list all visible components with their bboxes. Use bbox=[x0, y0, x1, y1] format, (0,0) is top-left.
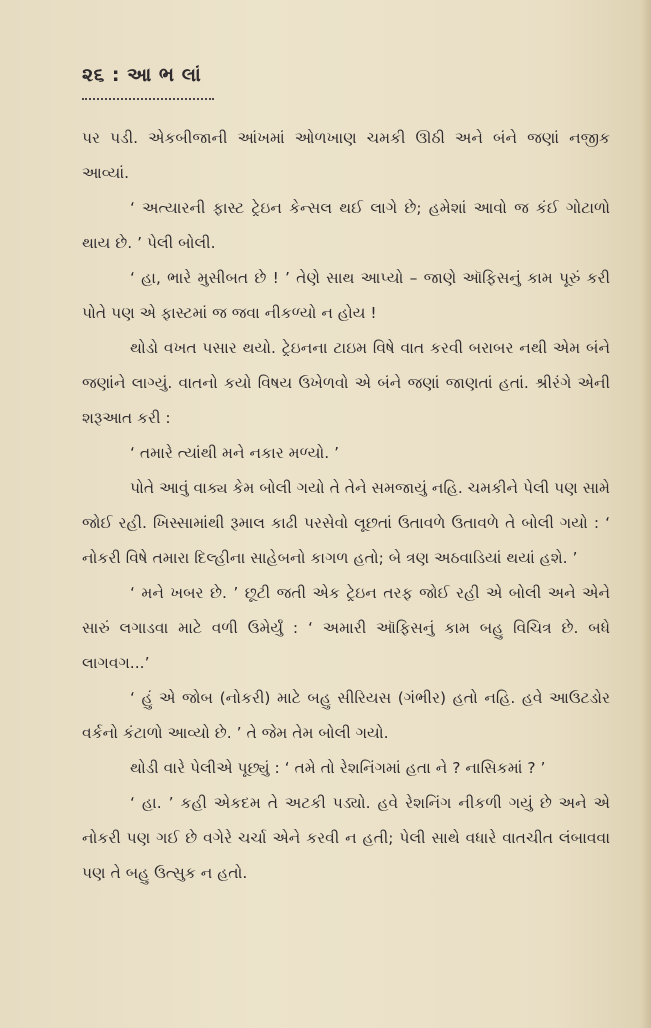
paragraph-9: થોડી વારે પેલીએ પૂછ્યું : ‘ તમે તો રેશનિંગમાં હતા ને ? નાસિકમાં ? ’ bbox=[130, 759, 546, 777]
header-ornament-rule bbox=[82, 94, 214, 100]
paragraph-3: ‘ હા, ભારે મુસીબત છે ! ’ તેણે સાથ આપ્યો – જાણે ઑફિસનું કામ પૂરું કરી પોતે પણ એ ફાસ્ટમાં જ જવા નીકળ્યો ન હોય ! bbox=[82, 269, 610, 322]
page-edge-shadow bbox=[641, 0, 651, 1028]
paragraph-1: પર પડી. એકબીજાની આંખમાં ઓળખાણ ચમકી ઊઠી અને બંને જણાં નજીક આવ્યાં. bbox=[82, 129, 610, 182]
paragraph-8: ‘ હું એ જોબ (નોકરી) માટે બહુ સીરિયસ (ગંભીર) હતો નહિ. હવે આઉટડોર વર્કનો કંટાળો આવ્યો છે. ’ તે જેમ તેમ બોલી ગયો. bbox=[82, 689, 610, 742]
paragraph-10: ‘ હા. ’ કહી એકદમ તે અટકી પડ્યો. હવે રેશનિંગ નીકળી ગયું છે અને એ નોકરી પણ ગઈ છે વગેરે ચર્ચા એને કરવી ન હતી; પેલી સાથે વધારે વાતચીત લંબાવવા પણ તે બહુ ઉત્સુક ન હતો. bbox=[82, 794, 610, 882]
paragraph-4: થોડો વખત પસાર થયો. ટ્રેઇનના ટાઇમ વિષે વાત કરવી બરાબર નથી એમ બંને જણાંને લાગ્યું. વાતનો કયો વિષય ઉખેળવો એ બંને જણાં જાણતાં હતાં. શ્રીરંગે એની શરૂઆત કરી : bbox=[82, 339, 610, 427]
running-head: ૨૬ : આ ભ લાં bbox=[82, 64, 202, 86]
paragraph-5: ‘ તમારે ત્યાંથી મને નકાર મળ્યો. ’ bbox=[130, 444, 340, 462]
body-text bbox=[82, 121, 610, 891]
paragraph-2: ‘ અત્યારની ફાસ્ટ ટ્રેઇન કેન્સલ થઈ લાગે છે; હમેશાં આવો જ કંઈ ગોટાળો થાય છે. ’ પેલી બોલી. bbox=[82, 199, 610, 252]
paragraph-6: પોતે આવું વાક્ય કેમ બોલી ગયો તે તેને સમજાયું નહિ. ચમકીને પેલી પણ સામે જોઈ રહી. ખિસ્સામાંથી રૂમાલ કાઢી પરસેવો લૂછતાં ઉતાવળે ઉતાવળે તે બોલી ગયો : ‘ નોકરી વિષે તમારા દિલ્હીના સાહેબનો કાગળ હતો; બે ત્રણ અઠવાડિયાં થયાં હશે. ’ bbox=[82, 479, 610, 567]
paragraph-7: ‘ મને ખબર છે. ’ છૂટી જતી એક ટ્રેઇન તરફ જોઈ રહી એ બોલી અને એને સારું લગાડવા માટે વળી ઉમેર્યું : ‘ અમારી ઑફિસનું કામ બહુ વિચિત્ર છે. બધે લાગવગ...’ bbox=[82, 584, 610, 672]
